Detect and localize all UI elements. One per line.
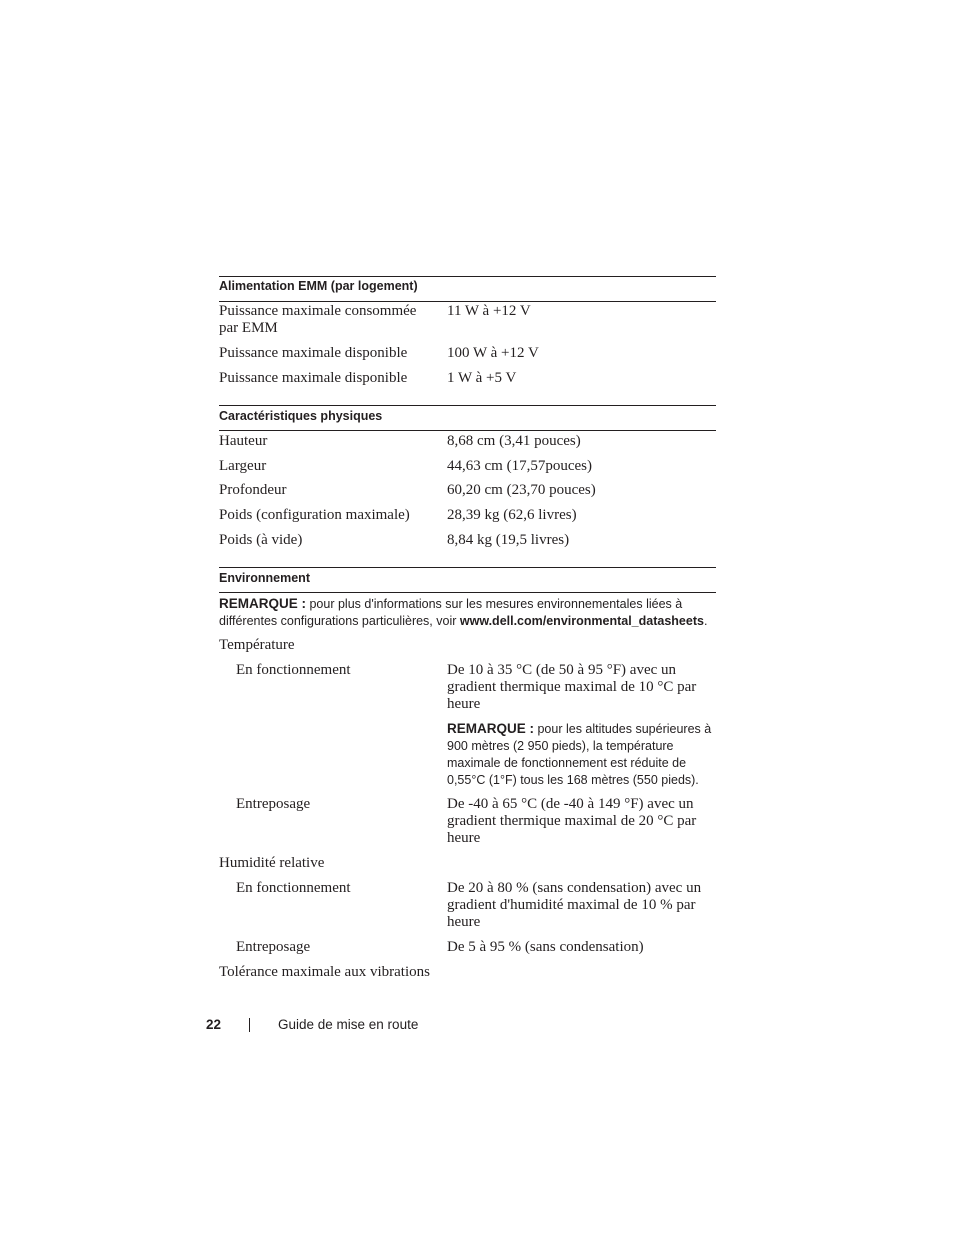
physical-row-label: Poids (à vide) xyxy=(219,532,303,548)
note-label: REMARQUE : xyxy=(447,721,534,736)
section-rule-bottom-environment xyxy=(219,592,716,593)
humidity-storage-value: De 5 à 95 % (sans condensation) xyxy=(447,939,644,955)
power-row-label: Puissance maximale disponible xyxy=(219,345,408,361)
section-rule-bottom-power xyxy=(219,301,716,302)
temperature-operating-note xyxy=(447,720,713,789)
note-label: REMARQUE : xyxy=(219,596,306,611)
section-title-power: Alimentation EMM (par logement) xyxy=(219,279,418,293)
physical-row-value: 8,84 kg (19,5 livres) xyxy=(447,532,570,548)
power-row-value: 11 W à +12 V xyxy=(447,303,531,319)
footer-title: Guide de mise en route xyxy=(278,1017,419,1032)
section-title-environment: Environnement xyxy=(219,571,310,585)
note-text: pour plus d'informations sur les mesures environnementales liées à différentes configurations particulières, voir xyxy=(219,597,683,628)
physical-row-value: 44,63 cm (17,57pouces) xyxy=(447,458,592,474)
physical-row-label: Poids (configuration maximale) xyxy=(219,507,410,523)
temperature-storage-value: De -40 à 65 °C (de -40 à 149 °F) avec un gradient thermique maximal de 20 °C par heure xyxy=(447,796,697,846)
physical-row-value: 28,39 kg (62,6 livres) xyxy=(447,507,577,523)
physical-row-value: 60,20 cm (23,70 pouces) xyxy=(447,482,596,498)
section-rule-top-physical xyxy=(219,405,716,406)
physical-row-label: Hauteur xyxy=(219,433,268,449)
temperature-operating-label: En fonctionnement xyxy=(236,662,351,678)
footer-separator xyxy=(249,1018,250,1032)
datasheets-link[interactable]: www.dell.com/environmental_datasheets xyxy=(459,614,704,628)
section-title-physical: Caractéristiques physiques xyxy=(219,409,383,423)
vibration-label: Tolérance maximale aux vibrations xyxy=(219,964,430,980)
power-row-value: 100 W à +12 V xyxy=(447,345,539,361)
note-text: pour les altitudes supérieures à 900 mètres (2 950 pieds), la température maximale de fonctionnement est réduite de 0,55°C (1°F) tous les 168 mètres (550 pieds). xyxy=(447,722,712,787)
physical-row-label: Profondeur xyxy=(219,482,287,498)
power-row-label: Puissance maximale disponible xyxy=(219,370,408,386)
power-row-value: 1 W à +5 V xyxy=(447,370,517,386)
section-rule-top-power xyxy=(219,276,716,277)
temperature-operating-value: De 10 à 35 °C (de 50 à 95 °F) avec un gradient thermique maximal de 10 °C par heure xyxy=(447,662,697,712)
humidity-operating-value: De 20 à 80 % (sans condensation) avec un gradient d'humidité maximal de 10 % par heure xyxy=(447,880,702,930)
section-rule-bottom-physical xyxy=(219,430,716,431)
humidity-label: Humidité relative xyxy=(219,855,325,871)
power-row-label: Puissance maximale consommée par EMM xyxy=(219,303,417,336)
environment-note xyxy=(219,595,716,630)
physical-row-value: 8,68 cm (3,41 pouces) xyxy=(447,433,581,449)
section-rule-top-environment xyxy=(219,567,716,568)
humidity-operating-label: En fonctionnement xyxy=(236,880,351,896)
physical-row-label: Largeur xyxy=(219,458,267,474)
page-number: 22 xyxy=(206,1017,222,1032)
note-end: . xyxy=(703,614,708,628)
humidity-storage-label: Entreposage xyxy=(236,939,311,955)
temperature-label: Température xyxy=(219,637,295,653)
temperature-storage-label: Entreposage xyxy=(236,796,311,812)
